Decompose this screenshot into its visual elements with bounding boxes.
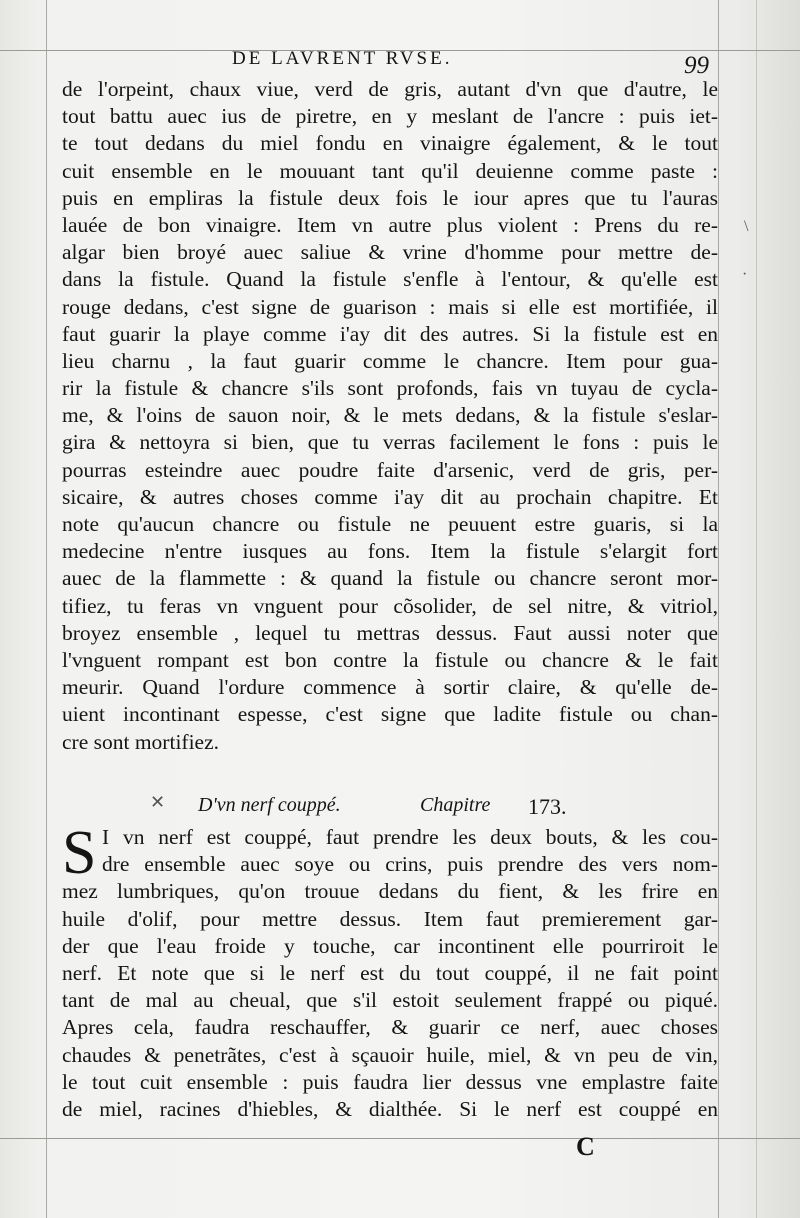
text-line: huile d'olif, pour mettre dessus. Item faut premierement gar- bbox=[62, 906, 718, 931]
text-line: pourras esteindre auec poudre faite d'arsenic, verd de gris, per- bbox=[62, 457, 718, 482]
text-line: gira & nettoyra si bien, que tu verras facilement le fons : puis le bbox=[62, 430, 718, 455]
page-number: 99 bbox=[684, 52, 709, 79]
margin-rule-outer bbox=[756, 0, 757, 1218]
margin-rule-right bbox=[718, 0, 719, 1218]
chapter-label: Chapitre bbox=[420, 794, 491, 816]
text-line: lieu charnu , la faut guarir comme le chancre. Item pour gua- bbox=[62, 348, 718, 373]
text-line: algar bien broyé auec saliue & vrine d'homme pour mettre de- bbox=[62, 240, 718, 265]
text-line: I vn nerf est couppé, faut prendre les deux bouts, & les cou- bbox=[102, 825, 718, 849]
text-line: l'vnguent rompant est bon contre la fistule ou chancre & le fait bbox=[62, 647, 718, 672]
text-line: mez lumbriques, qu'on trouue dedans du fient, & les frire en bbox=[62, 879, 718, 904]
text-line: broyez ensemble , lequel tu mettras dessus. Faut aussi noter que bbox=[62, 620, 718, 645]
text-line: te tout dedans du miel fondu en vinaigre également, & le tout bbox=[62, 131, 718, 156]
text-line: faut guarir la playe comme i'ay dit des autres. Si la fistule est en bbox=[62, 321, 718, 346]
text-line: auec de la flammette : & quand la fistule ou chancre seront mor- bbox=[62, 566, 718, 591]
text-line: tifiez, tu feras vn vnguent pour cõsolider, de sel nitre, & vitriol, bbox=[62, 593, 718, 618]
text-line: chaudes & penetrãtes, c'est à sçauoir huile, miel, & vn peu de vin, bbox=[62, 1042, 718, 1067]
text-line: de miel, racines d'hiebles, & dialthée. Si le nerf est couppé en bbox=[62, 1096, 718, 1121]
text-line: de l'orpeint, chaux viue, verd de gris, autant d'vn que d'autre, le bbox=[62, 77, 718, 101]
text-line: dans la fistule. Quand la fistule s'enfle à l'entour, & qu'elle est bbox=[62, 267, 718, 292]
text-line: note qu'aucun chancre ou fistule ne peuuent estre guaris, si la bbox=[62, 512, 718, 536]
chapter-title: D'vn nerf couppé. bbox=[198, 794, 341, 816]
chapter-heading bbox=[198, 794, 598, 817]
paragraph-fistule bbox=[62, 76, 718, 756]
margin-mark: · bbox=[742, 266, 748, 283]
catchword: C bbox=[576, 1132, 595, 1161]
text-line: tout battu auec ius de piretre, en y meslant de l'ancre : puis iet- bbox=[62, 104, 718, 129]
text-line: puis en empliras la fistule deux fois le iour apres que tu l'auras bbox=[62, 185, 718, 210]
text-line: nerf. Et note que si le nerf est du tout couppé, il ne fait point bbox=[62, 960, 718, 985]
text-line: sicaire, & autres choses comme i'ay dit au prochain chapitre. Et bbox=[62, 484, 718, 509]
text-line: meurir. Quand l'ordure commence à sortir claire, & qu'elle de- bbox=[62, 675, 718, 700]
drop-cap: S bbox=[62, 819, 97, 887]
text-line: rir la fistule & chancre s'ils sont profonds, fais vn tuyau de cycla- bbox=[62, 376, 718, 401]
text-line: le tout cuit ensemble : puis faudra lier dessus vne emplastre faite bbox=[62, 1069, 718, 1094]
text-line: medecine n'entre iusques au fons. Item la fistule s'elargit fort bbox=[62, 539, 718, 564]
text-line: rouge dedans, c'est signe de guarison : mais si elle est mortifiée, il bbox=[62, 294, 718, 319]
text-line: tant de mal au cheual, que s'il estoit seulement frappé ou piqué. bbox=[62, 988, 718, 1013]
running-head: DE LAVRENT RVSE. bbox=[232, 48, 453, 69]
margin-rule-left bbox=[46, 0, 47, 1218]
margin-rule-bottom bbox=[0, 1138, 800, 1139]
text-line: uient incontinant espesse, c'est signe que ladite fistule ou chan- bbox=[62, 702, 718, 727]
text-line: Apres cela, faudra reschauffer, & guarir ce nerf, auec choses bbox=[62, 1015, 718, 1040]
text-line: me, & l'oins de sauon noir, & le mets dedans, & la fistule s'eslar- bbox=[62, 403, 718, 428]
text-line: cre sont mortifiez. bbox=[62, 729, 220, 754]
margin-mark: ✕ bbox=[150, 792, 166, 812]
chapter-number: 173. bbox=[528, 794, 567, 819]
text-line: cuit ensemble en le mouuant tant qu'il deuienne comme paste : bbox=[62, 158, 718, 183]
paragraph-nerf bbox=[62, 819, 718, 1123]
text-line: lauée de bon vinaigre. Item vn autre plus violent : Prens du re- bbox=[62, 212, 718, 237]
text-line: dre ensemble auec soye ou crins, puis prendre des vers nom- bbox=[102, 852, 718, 877]
margin-mark: \ bbox=[744, 218, 749, 235]
text-line: der que l'eau froide y touche, car incontinent elle pourriroit le bbox=[62, 933, 718, 958]
